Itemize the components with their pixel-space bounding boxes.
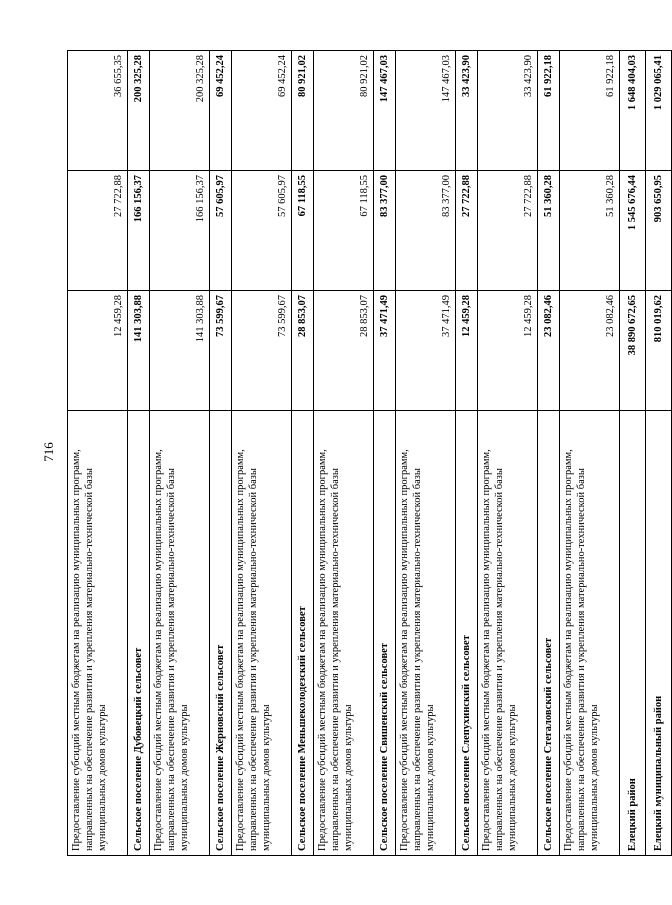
- value-cell-1: 810 019,62: [646, 291, 672, 411]
- value-cell-2: 166 156,37: [128, 171, 150, 291]
- row-name-cell: Предоставление субсидий местным бюджетам на реализацию муниципальных программ, направленных на обеспечение развития и укрепления материально-технической базы муниципальных домов культуры: [68, 411, 128, 856]
- value-cell-2: 83 377,00: [396, 171, 456, 291]
- value-cell-1: 37 471,49: [396, 291, 456, 411]
- row-name-cell: Елецкий район: [620, 411, 646, 856]
- budget-table-body: [68, 51, 672, 856]
- row-name-cell: Предоставление субсидий местным бюджетам на реализацию муниципальных программ, направленных на обеспечение развития и укрепления материально-технической базы муниципальных домов культуры: [396, 411, 456, 856]
- table-container: [67, 51, 664, 856]
- value-cell-2: 903 650,95: [646, 171, 672, 291]
- table-row: [292, 51, 314, 856]
- table-row: [538, 51, 560, 856]
- table-row: [128, 51, 150, 856]
- value-cell-3: 200 325,28: [128, 51, 150, 171]
- value-cell-1: 73 599,67: [232, 291, 292, 411]
- value-cell-1: 23 082,46: [560, 291, 620, 411]
- value-cell-2: 51 360,28: [538, 171, 560, 291]
- row-name-cell: Сельское поселение Стегаловский сельсовет: [538, 411, 560, 856]
- row-name-cell: Предоставление субсидий местным бюджетам на реализацию муниципальных программ, направленных на обеспечение развития и укрепления материально-технической базы муниципальных домов культуры: [150, 411, 210, 856]
- value-cell-1: 38 890 672,65: [620, 291, 646, 411]
- value-cell-2: 83 377,00: [374, 171, 396, 291]
- row-name-cell: Предоставление субсидий местным бюджетам на реализацию муниципальных программ, направленных на обеспечение развития и укрепления материально-технической базы муниципальных домов культуры: [314, 411, 374, 856]
- value-cell-1: 12 459,28: [456, 291, 478, 411]
- row-name-cell: Сельское поселение Свишенский сельсовет: [374, 411, 396, 856]
- value-cell-3: 69 452,24: [232, 51, 292, 171]
- table-row: [456, 51, 478, 856]
- budget-table: [67, 50, 672, 856]
- rotated-table-area: [67, 51, 664, 856]
- table-row: [374, 51, 396, 856]
- table-row: [150, 51, 210, 856]
- value-cell-1: 12 459,28: [68, 291, 128, 411]
- value-cell-2: 27 722,88: [456, 171, 478, 291]
- value-cell-3: 33 423,90: [456, 51, 478, 171]
- value-cell-1: 73 599,67: [210, 291, 232, 411]
- value-cell-2: 57 605,97: [210, 171, 232, 291]
- value-cell-3: 36 655,35: [68, 51, 128, 171]
- table-row: [396, 51, 456, 856]
- value-cell-3: 1 648 404,03: [620, 51, 646, 171]
- value-cell-2: 27 722,88: [478, 171, 538, 291]
- value-cell-2: 27 722,88: [68, 171, 128, 291]
- value-cell-3: 147 467,03: [374, 51, 396, 171]
- value-cell-1: 141 303,88: [128, 291, 150, 411]
- table-row: [232, 51, 292, 856]
- value-cell-3: 200 325,28: [150, 51, 210, 171]
- page-number-text: 716: [40, 442, 56, 462]
- value-cell-3: 147 467,03: [396, 51, 456, 171]
- row-name-cell: Предоставление субсидий местным бюджетам на реализацию муниципальных программ, направленных на обеспечение развития и укрепления материально-технической базы муниципальных домов культуры: [232, 411, 292, 856]
- page-number: [39, 444, 55, 464]
- table-row: [68, 51, 128, 856]
- value-cell-3: 80 921,02: [292, 51, 314, 171]
- table-row: [646, 51, 672, 856]
- table-row: [620, 51, 646, 856]
- value-cell-2: 67 118,55: [292, 171, 314, 291]
- row-name-cell: Предоставление субсидий местным бюджетам на реализацию муниципальных программ, направленных на обеспечение развития и укрепления материально-технической базы муниципальных домов культуры: [478, 411, 538, 856]
- value-cell-2: 1 545 676,44: [620, 171, 646, 291]
- value-cell-1: 23 082,46: [538, 291, 560, 411]
- value-cell-3: 33 423,90: [478, 51, 538, 171]
- row-name-cell: Предоставление субсидий местным бюджетам на реализацию муниципальных программ, направленных на обеспечение развития и укрепления материально-технической базы муниципальных домов культуры: [560, 411, 620, 856]
- table-row: [478, 51, 538, 856]
- value-cell-3: 80 921,02: [314, 51, 374, 171]
- table-row: [210, 51, 232, 856]
- value-cell-2: 57 605,97: [232, 171, 292, 291]
- value-cell-1: 28 853,07: [314, 291, 374, 411]
- value-cell-2: 51 360,28: [560, 171, 620, 291]
- value-cell-1: 12 459,28: [478, 291, 538, 411]
- value-cell-3: 69 452,24: [210, 51, 232, 171]
- row-name-cell: Елецкий муниципальный район: [646, 411, 672, 856]
- value-cell-3: 1 029 065,41: [646, 51, 672, 171]
- value-cell-1: 37 471,49: [374, 291, 396, 411]
- row-name-cell: Сельское поселение Жерновский сельсовет: [210, 411, 232, 856]
- table-row: [560, 51, 620, 856]
- row-name-cell: Сельское поселение Меньшеколодезский сельсовет: [292, 411, 314, 856]
- row-name-cell: Сельское поселение Слепухинский сельсовет: [456, 411, 478, 856]
- value-cell-3: 61 922,18: [560, 51, 620, 171]
- value-cell-3: 61 922,18: [538, 51, 560, 171]
- value-cell-2: 166 156,37: [150, 171, 210, 291]
- value-cell-2: 67 118,55: [314, 171, 374, 291]
- row-name-cell: Сельское поселение Дубовецкий сельсовет: [128, 411, 150, 856]
- value-cell-1: 28 853,07: [292, 291, 314, 411]
- table-row: [314, 51, 374, 856]
- value-cell-1: 141 303,88: [150, 291, 210, 411]
